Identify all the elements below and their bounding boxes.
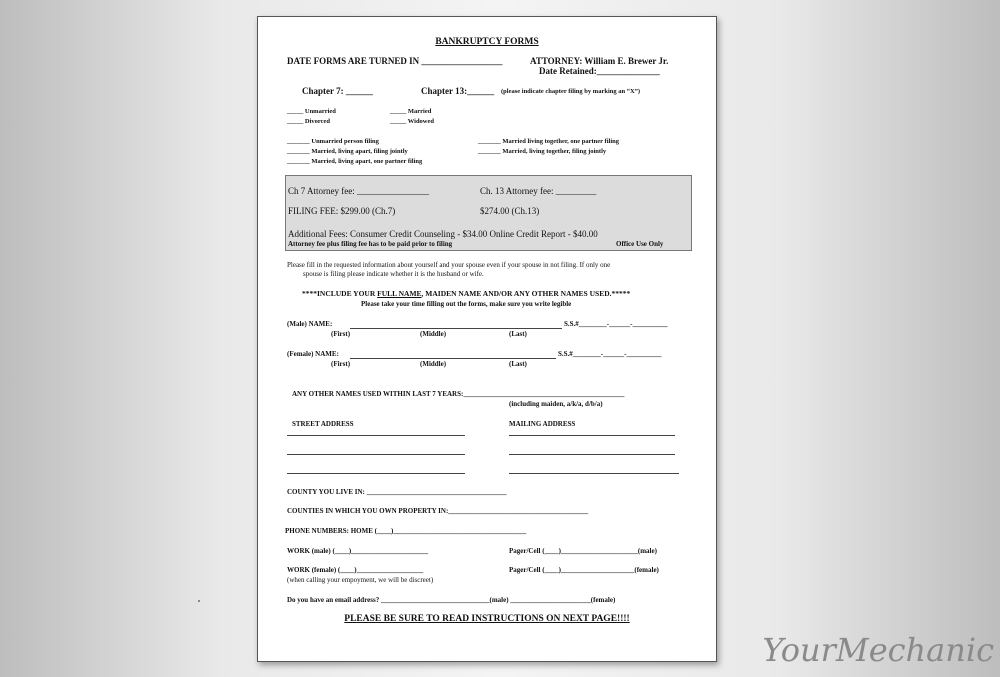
date-retained: Date Retained:______________ [539,66,660,76]
other-names-field[interactable]: ANY OTHER NAMES USED WITHIN LAST 7 YEARS:______________________________________________ [292,390,625,398]
female-last-label: (Last) [509,360,527,368]
female-name-label: (Female) NAME: [287,350,339,358]
street-address-label: STREET ADDRESS [292,420,354,428]
status-widowed: _____ Widowed [390,118,435,125]
female-middle-label: (Middle) [420,360,447,368]
instructions-line-1: Please fill in the requested information about yourself and your spouse even if your spouse in not filing. If only one [287,261,611,269]
filing-together-one: _______ Married living together, one partner filing [478,138,620,145]
female-ss-field[interactable]: S.S.#________-______-__________ [558,350,662,358]
street-address-line-3[interactable] [287,473,465,474]
chapter-note: (please indicate chapter filing by marking an “X”) [501,88,641,95]
date-forms-label: DATE FORMS ARE TURNED IN __________________ [287,56,503,66]
chapter-7-field: Chapter 7: ______ [302,86,373,96]
ch13-attorney-fee: Ch. 13 Attorney fee: _________ [480,186,597,196]
county-field[interactable]: COUNTY YOU LIVE IN: ________________________________________ [287,488,507,496]
counties-property-field[interactable]: COUNTIES IN WHICH YOU OWN PROPERTY IN:________________________________________ [287,507,589,515]
phone-home-field[interactable]: PHONE NUMBERS: HOME (____)______________________________________ [285,527,527,535]
filing-fee-ch7: FILING FEE: $299.00 (Ch.7) [288,206,396,216]
pager-female-field[interactable]: Pager/Cell (____)_____________________(female) [509,566,659,574]
street-address-line-1[interactable] [287,435,465,436]
attorney-name: ATTORNEY: William E. Brewer Jr. [530,56,669,66]
mailing-address-label: MAILING ADDRESS [509,420,576,428]
male-ss-field[interactable]: S.S.#________-______-__________ [564,320,668,328]
filing-apart-jointly: _______ Married, living apart, filing jointly [287,148,408,155]
payment-note: Attorney fee plus filing fee has to be paid prior to filing [288,240,453,248]
filing-together-jointly: _______ Married, living together, filing jointly [478,148,607,155]
mailing-address-line-1[interactable] [509,435,675,436]
office-use-only: Office Use Only [616,240,664,248]
email-field[interactable]: Do you have an email address? _______________________________(male) _______________________(female) [287,596,616,604]
chapter-13-field: Chapter 13:______ [421,86,495,96]
mailing-address-line-3[interactable] [509,473,679,474]
work-male-field[interactable]: WORK (male) (____)______________________ [287,547,429,555]
mailing-address-line-2[interactable] [509,454,675,455]
form-title: BANKRUPTCY FORMS [435,37,539,47]
footer-notice: PLEASE BE SURE TO READ INSTRUCTIONS ON NEXT PAGE!!!! [344,614,630,624]
ch7-attorney-fee: Ch 7 Attorney fee: ________________ [288,186,429,196]
male-name-label: (Male) NAME: [287,320,333,328]
additional-fees: Additional Fees: Consumer Credit Counseling - $34.00 Online Credit Report - $40.00 [288,229,598,239]
male-middle-label: (Middle) [420,330,447,338]
work-female-field[interactable]: WORK (female) (____)___________________ [287,566,424,574]
employment-note: (when calling your empoyment, we will be discreet) [287,576,434,584]
pager-male-field[interactable]: Pager/Cell (____)______________________(male) [509,547,657,555]
male-last-label: (Last) [509,330,527,338]
status-divorced: _____ Divorced [287,118,331,125]
filing-apart-one: _______ Married, living apart, one partner filing [287,158,423,165]
instructions-line-2: spouse is filing please indicate whether it is the husband or wife. [303,270,484,278]
yourmechanic-watermark: YourMechanic [762,631,994,669]
fees-box [285,175,692,251]
include-names-notice: ****INCLUDE YOUR FULL NAME, MAIDEN NAME AND/OR ANY OTHER NAMES USED.***** [302,289,631,298]
speck [198,600,200,602]
take-time-note: Please take your time filling out the forms, make sure you write legible [361,300,572,308]
including-maiden-note: (including maiden, a/k/a, d/b/a) [509,400,603,408]
female-first-label: (First) [331,360,351,368]
status-married: _____ Married [390,108,432,115]
male-first-label: (First) [331,330,351,338]
filing-fee-ch13: $274.00 (Ch.13) [480,206,540,216]
form-page [257,16,717,662]
filing-unmarried-person: _______ Unmarried person filing [287,138,379,145]
street-address-line-2[interactable] [287,454,465,455]
status-unmarried: _____ Unmarried [287,108,336,115]
male-name-line[interactable] [350,328,562,329]
